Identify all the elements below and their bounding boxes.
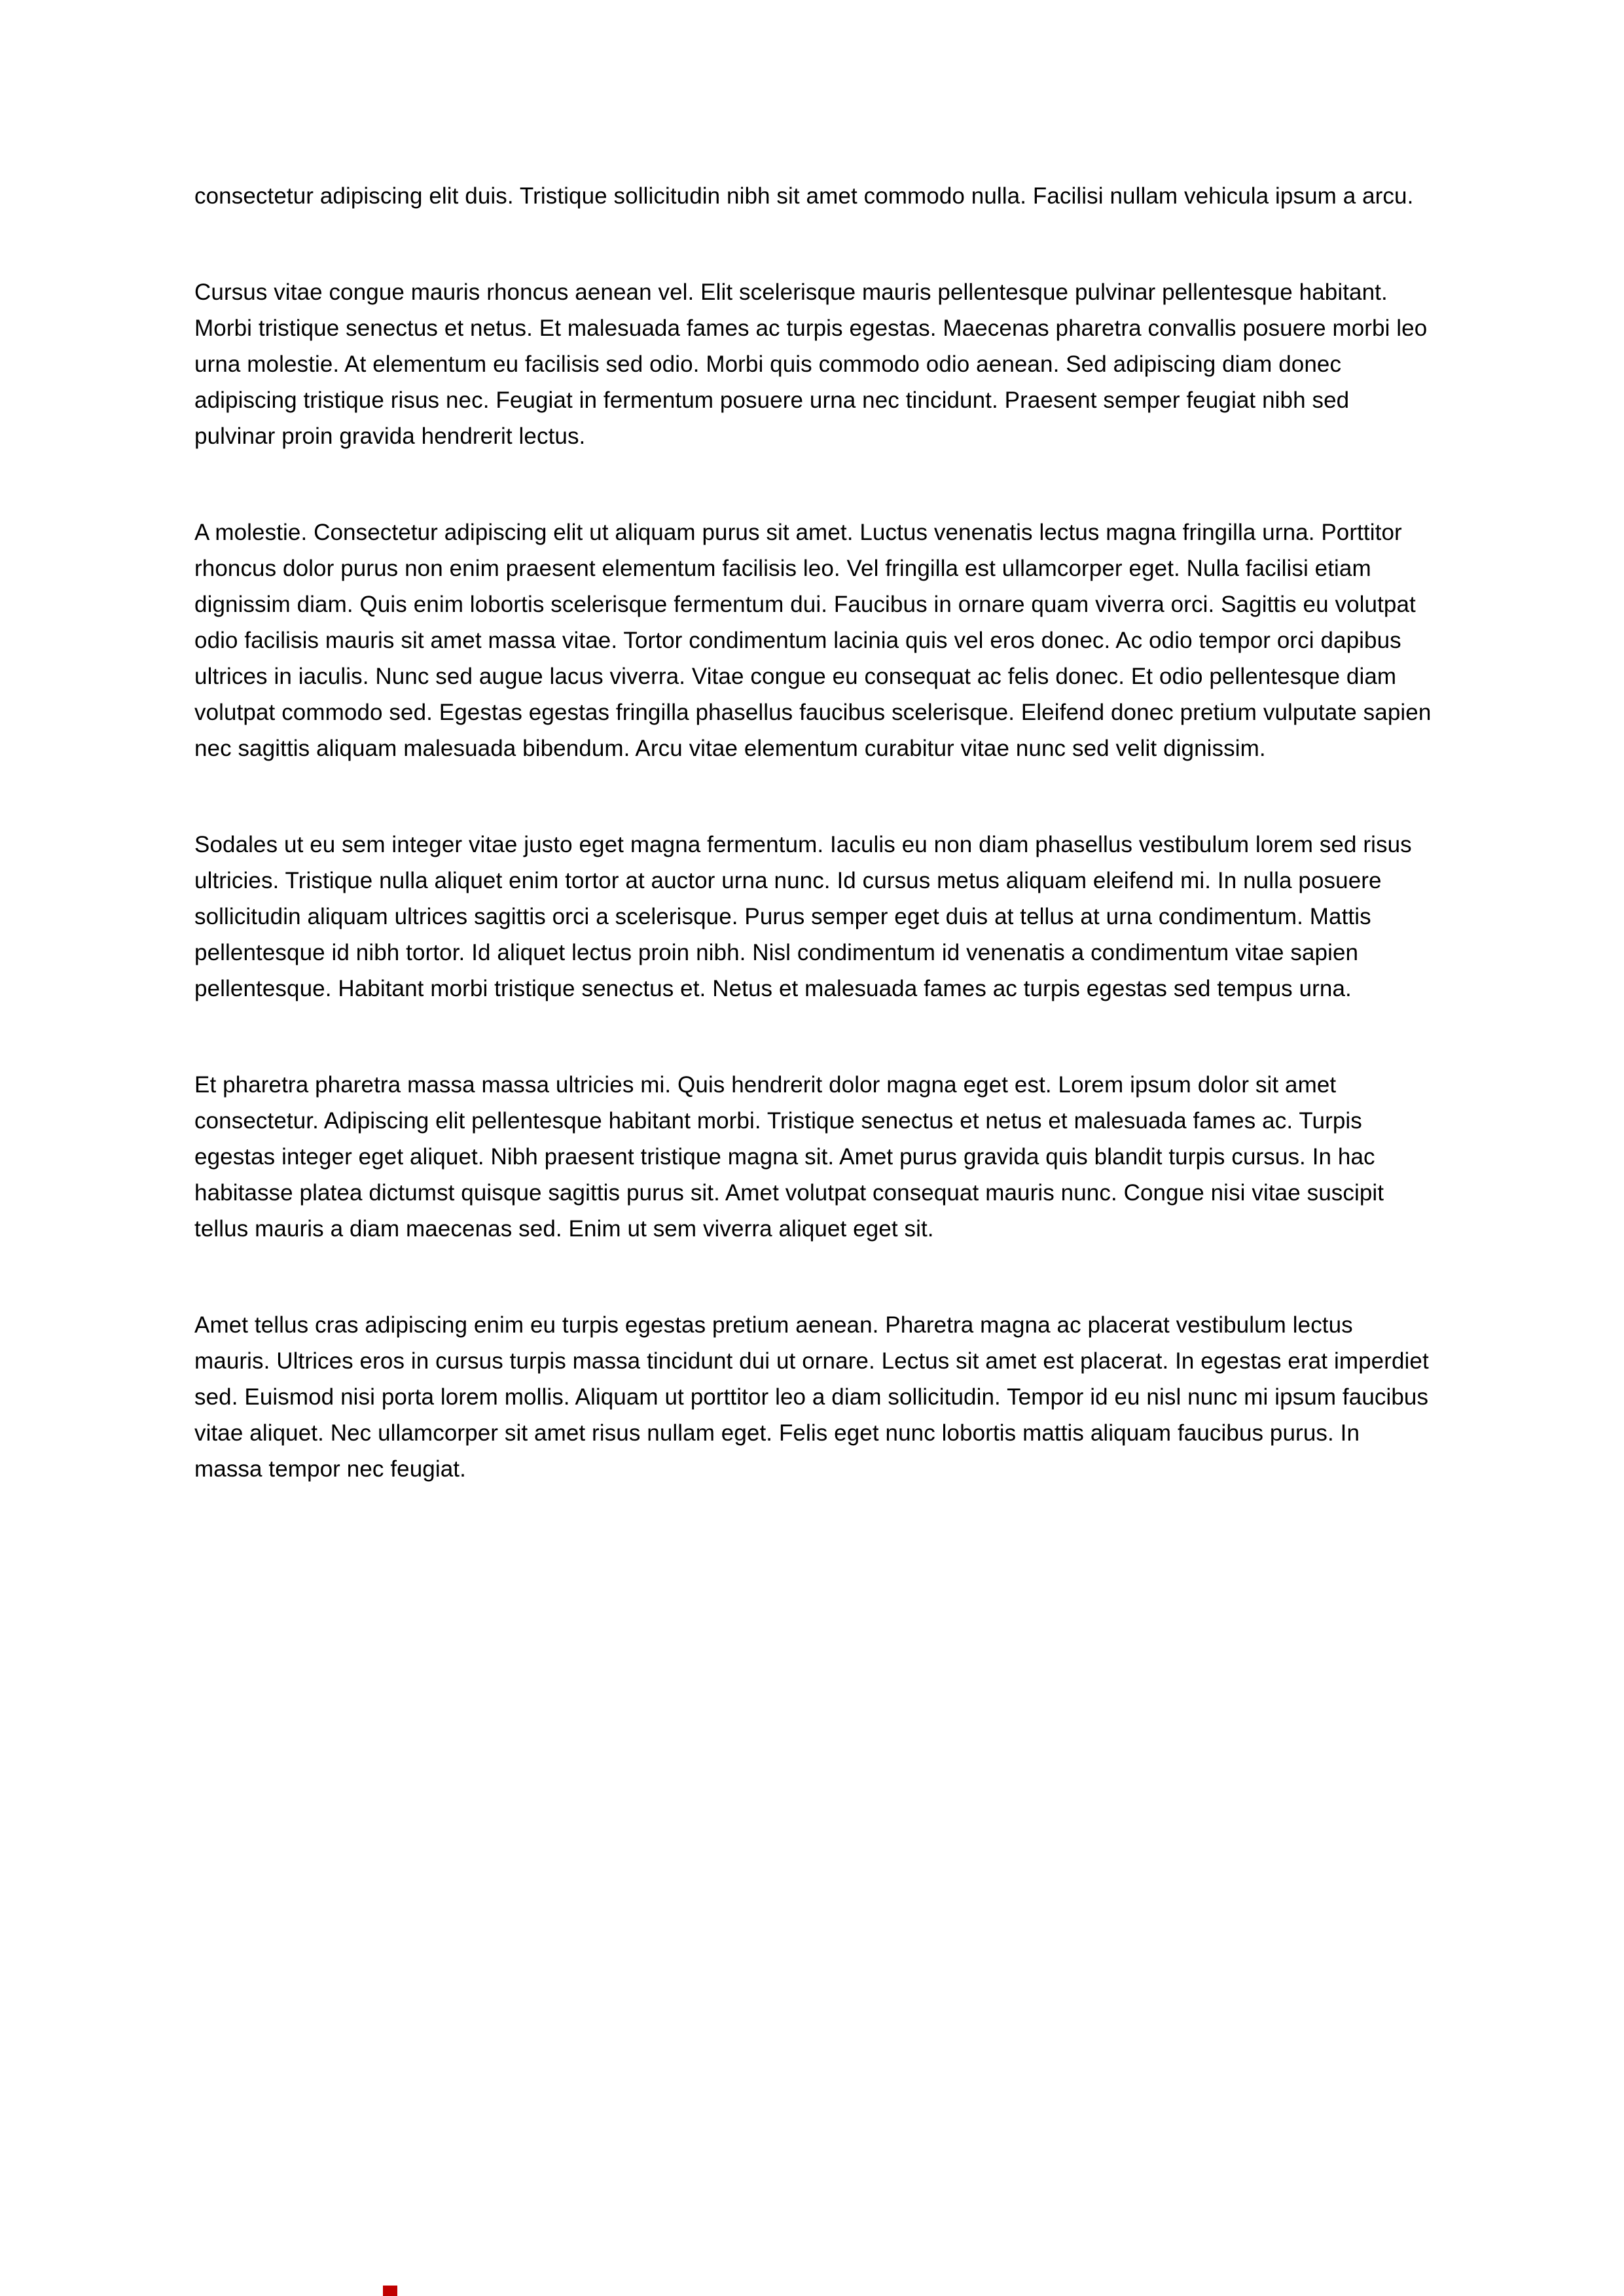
paragraph: Cursus vitae congue mauris rhoncus aenean vel. Elit scelerisque mauris pellentesque pulvinar pellentesque habitant. Morbi tristique senectus et netus. Et malesuada fames ac turpis egestas. Maecenas pharetra convallis posuere morbi leo urna molestie. At elementum eu facilisis sed odio. Morbi quis commodo odio aenean. Sed adipiscing diam donec adipiscing tristique risus nec. Feugiat in fermentum posuere urna nec tincidunt. Praesent semper feugiat nibh sed pulvinar proin gravida hendrerit lectus.: [194, 279, 1428, 449]
document-body: [194, 178, 1432, 1547]
paragraph: consectetur adipiscing elit duis. Tristique sollicitudin nibh sit amet commodo nulla. Facilisi nullam vehicula ipsum a arcu.: [194, 183, 1414, 209]
paragraph: Sodales ut eu sem integer vitae justo eget magna fermentum. Iaculis eu non diam phasellus vestibulum lorem sed risus ultricies. Tristique nulla aliquet enim tortor at auctor urna nunc. Id cursus metus aliquam eleifend mi. In nulla posuere sollicitudin aliquam ultrices sagittis orci a scelerisque. Purus semper eget duis at tellus at urna condimentum. Mattis pellentesque id nibh tortor. Id aliquet lectus proin nibh. Nisl condimentum id venenatis a condimentum vitae sapien pellentesque. Habitant morbi tristique senectus et. Netus et malesuada fames ac turpis egestas sed tempus urna.: [194, 832, 1412, 1001]
paragraph: Et pharetra pharetra massa massa ultricies mi. Quis hendrerit dolor magna eget est. Lorem ipsum dolor sit amet consectetur. Adipiscing elit pellentesque habitant morbi. Tristique senectus et netus et malesuada fames ac. Turpis egestas integer eget aliquet. Nibh praesent tristique magna sit. Amet purus gravida quis blandit turpis cursus. In hac habitasse platea dictumst quisque sagittis purus sit. Amet volutpat consequat mauris nunc. Congue nisi vitae suscipit tellus mauris a diam maecenas sed. Enim ut sem viverra aliquet eget sit.: [194, 1072, 1384, 1242]
paragraph: Amet tellus cras adipiscing enim eu turpis egestas pretium aenean. Pharetra magna ac placerat vestibulum lectus mauris. Ultrices eros in cursus turpis massa tincidunt dui ut ornare. Lectus sit amet est placerat. In egestas erat imperdiet sed. Euismod nisi porta lorem mollis. Aliquam ut porttitor leo a diam sollicitudin. Tempor id eu nisl nunc mi ipsum faucibus vitae aliquet. Nec ullamcorper sit amet risus nullam eget. Felis eget nunc lobortis mattis aliquam faucibus purus. In massa tempor nec feugiat.: [194, 1312, 1429, 1482]
paragraph: A molestie. Consectetur adipiscing elit ut aliquam purus sit amet. Luctus venenatis lectus magna fringilla urna. Porttitor rhoncus dolor purus non enim praesent elementum facilisis leo. Vel fringilla est ullamcorper eget. Nulla facilisi etiam dignissim diam. Quis enim lobortis scelerisque fermentum dui. Faucibus in ornare quam viverra orci. Sagittis eu volutpat odio facilisis mauris sit amet massa vitae. Tortor condimentum lacinia quis vel eros donec. Ac odio tempor orci dapibus ultrices in iaculis. Nunc sed augue lacus viverra. Vitae congue eu consequat ac felis donec. Et odio pellentesque diam volutpat commodo sed. Egestas egestas fringilla phasellus faucibus scelerisque. Eleifend donec pretium vulputate sapien nec sagittis aliquam malesuada bibendum. Arcu vitae elementum curabitur vitae nunc sed velit dignissim.: [194, 520, 1432, 761]
red-mark: [383, 2286, 397, 2296]
